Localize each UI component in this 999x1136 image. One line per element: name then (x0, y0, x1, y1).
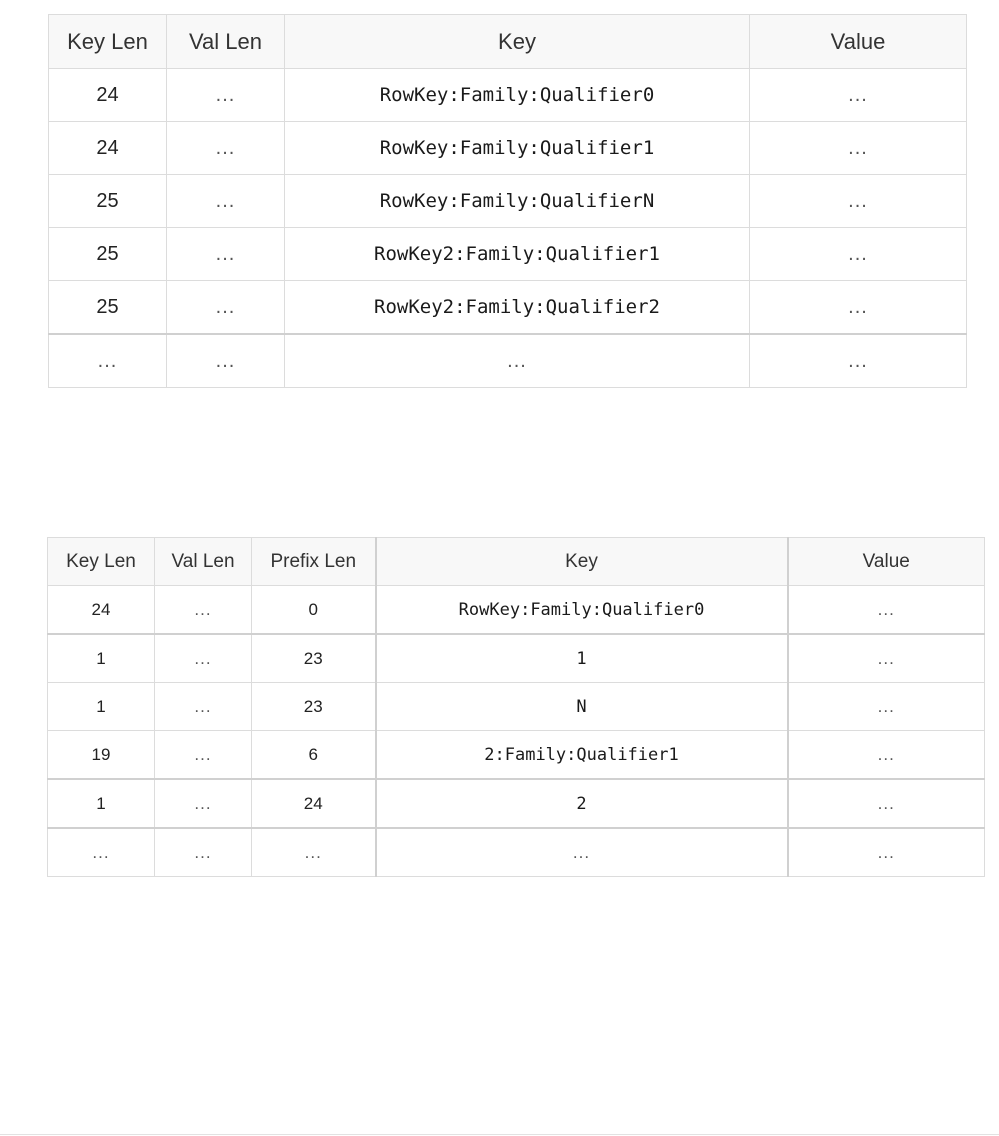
bottom-divider (0, 1134, 999, 1135)
table-header-row (49, 15, 967, 69)
value-cell: ... (750, 175, 967, 228)
header-key: Key (285, 15, 750, 69)
key-len-cell: 1 (48, 683, 155, 731)
value-cell: ... (750, 334, 967, 388)
key-cell: RowKey:Family:Qualifier1 (285, 122, 750, 175)
key-cell: RowKey2:Family:Qualifier2 (285, 281, 750, 335)
value-cell: ... (788, 828, 985, 877)
table-row (49, 122, 967, 175)
keyvalue-table (48, 14, 967, 388)
key-cell: ... (376, 828, 788, 877)
table-row (48, 586, 985, 635)
key-len-cell: 19 (48, 731, 155, 780)
prefix-len-cell: 23 (252, 634, 376, 683)
value-cell: ... (788, 683, 985, 731)
table-row-ellipsis (49, 334, 967, 388)
key-cell: N (376, 683, 788, 731)
val-len-cell: ... (167, 281, 285, 335)
table-row (49, 228, 967, 281)
value-cell: ... (788, 779, 985, 828)
key-len-cell: 25 (49, 281, 167, 335)
value-cell: ... (788, 634, 985, 683)
value-cell: ... (750, 228, 967, 281)
val-len-cell: ... (167, 175, 285, 228)
header-key: Key (376, 538, 788, 586)
val-len-cell: ... (167, 122, 285, 175)
val-len-cell: ... (167, 334, 285, 388)
key-cell: RowKey2:Family:Qualifier1 (285, 228, 750, 281)
val-len-cell: ... (155, 683, 252, 731)
key-len-cell: 24 (49, 122, 167, 175)
header-val-len: Val Len (155, 538, 252, 586)
val-len-cell: ... (155, 634, 252, 683)
prefix-len-cell: 0 (252, 586, 376, 635)
table-row (49, 175, 967, 228)
header-key-len: Key Len (48, 538, 155, 586)
header-value: Value (788, 538, 985, 586)
key-len-cell: ... (48, 828, 155, 877)
value-cell: ... (750, 122, 967, 175)
val-len-cell: ... (155, 828, 252, 877)
key-len-cell: 24 (48, 586, 155, 635)
key-len-cell: 25 (49, 228, 167, 281)
val-len-cell: ... (155, 731, 252, 780)
header-prefix-len: Prefix Len (252, 538, 376, 586)
table-row (48, 779, 985, 828)
table-row (49, 281, 967, 335)
key-cell: RowKey:Family:Qualifier0 (376, 586, 788, 635)
value-cell: ... (750, 69, 967, 122)
key-cell: 2:Family:Qualifier1 (376, 731, 788, 780)
value-cell: ... (788, 731, 985, 780)
header-val-len: Val Len (167, 15, 285, 69)
prefix-len-cell: ... (252, 828, 376, 877)
header-value: Value (750, 15, 967, 69)
value-cell: ... (750, 281, 967, 335)
key-cell: RowKey:Family:QualifierN (285, 175, 750, 228)
prefix-len-cell: 23 (252, 683, 376, 731)
key-len-cell: 24 (49, 69, 167, 122)
key-cell: RowKey:Family:Qualifier0 (285, 69, 750, 122)
val-len-cell: ... (155, 779, 252, 828)
val-len-cell: ... (167, 228, 285, 281)
key-cell: 2 (376, 779, 788, 828)
header-key-len: Key Len (49, 15, 167, 69)
table-row (48, 634, 985, 683)
key-len-cell: ... (49, 334, 167, 388)
key-len-cell: 25 (49, 175, 167, 228)
key-len-cell: 1 (48, 634, 155, 683)
key-cell: 1 (376, 634, 788, 683)
val-len-cell: ... (167, 69, 285, 122)
val-len-cell: ... (155, 586, 252, 635)
table-row (48, 731, 985, 780)
table-row-ellipsis (48, 828, 985, 877)
key-len-cell: 1 (48, 779, 155, 828)
table-row (49, 69, 967, 122)
value-cell: ... (788, 586, 985, 635)
prefix-len-cell: 24 (252, 779, 376, 828)
prefix-len-cell: 6 (252, 731, 376, 780)
key-cell: ... (285, 334, 750, 388)
table-row (48, 683, 985, 731)
table-header-row (48, 538, 985, 586)
prefix-encoded-table (47, 537, 985, 877)
